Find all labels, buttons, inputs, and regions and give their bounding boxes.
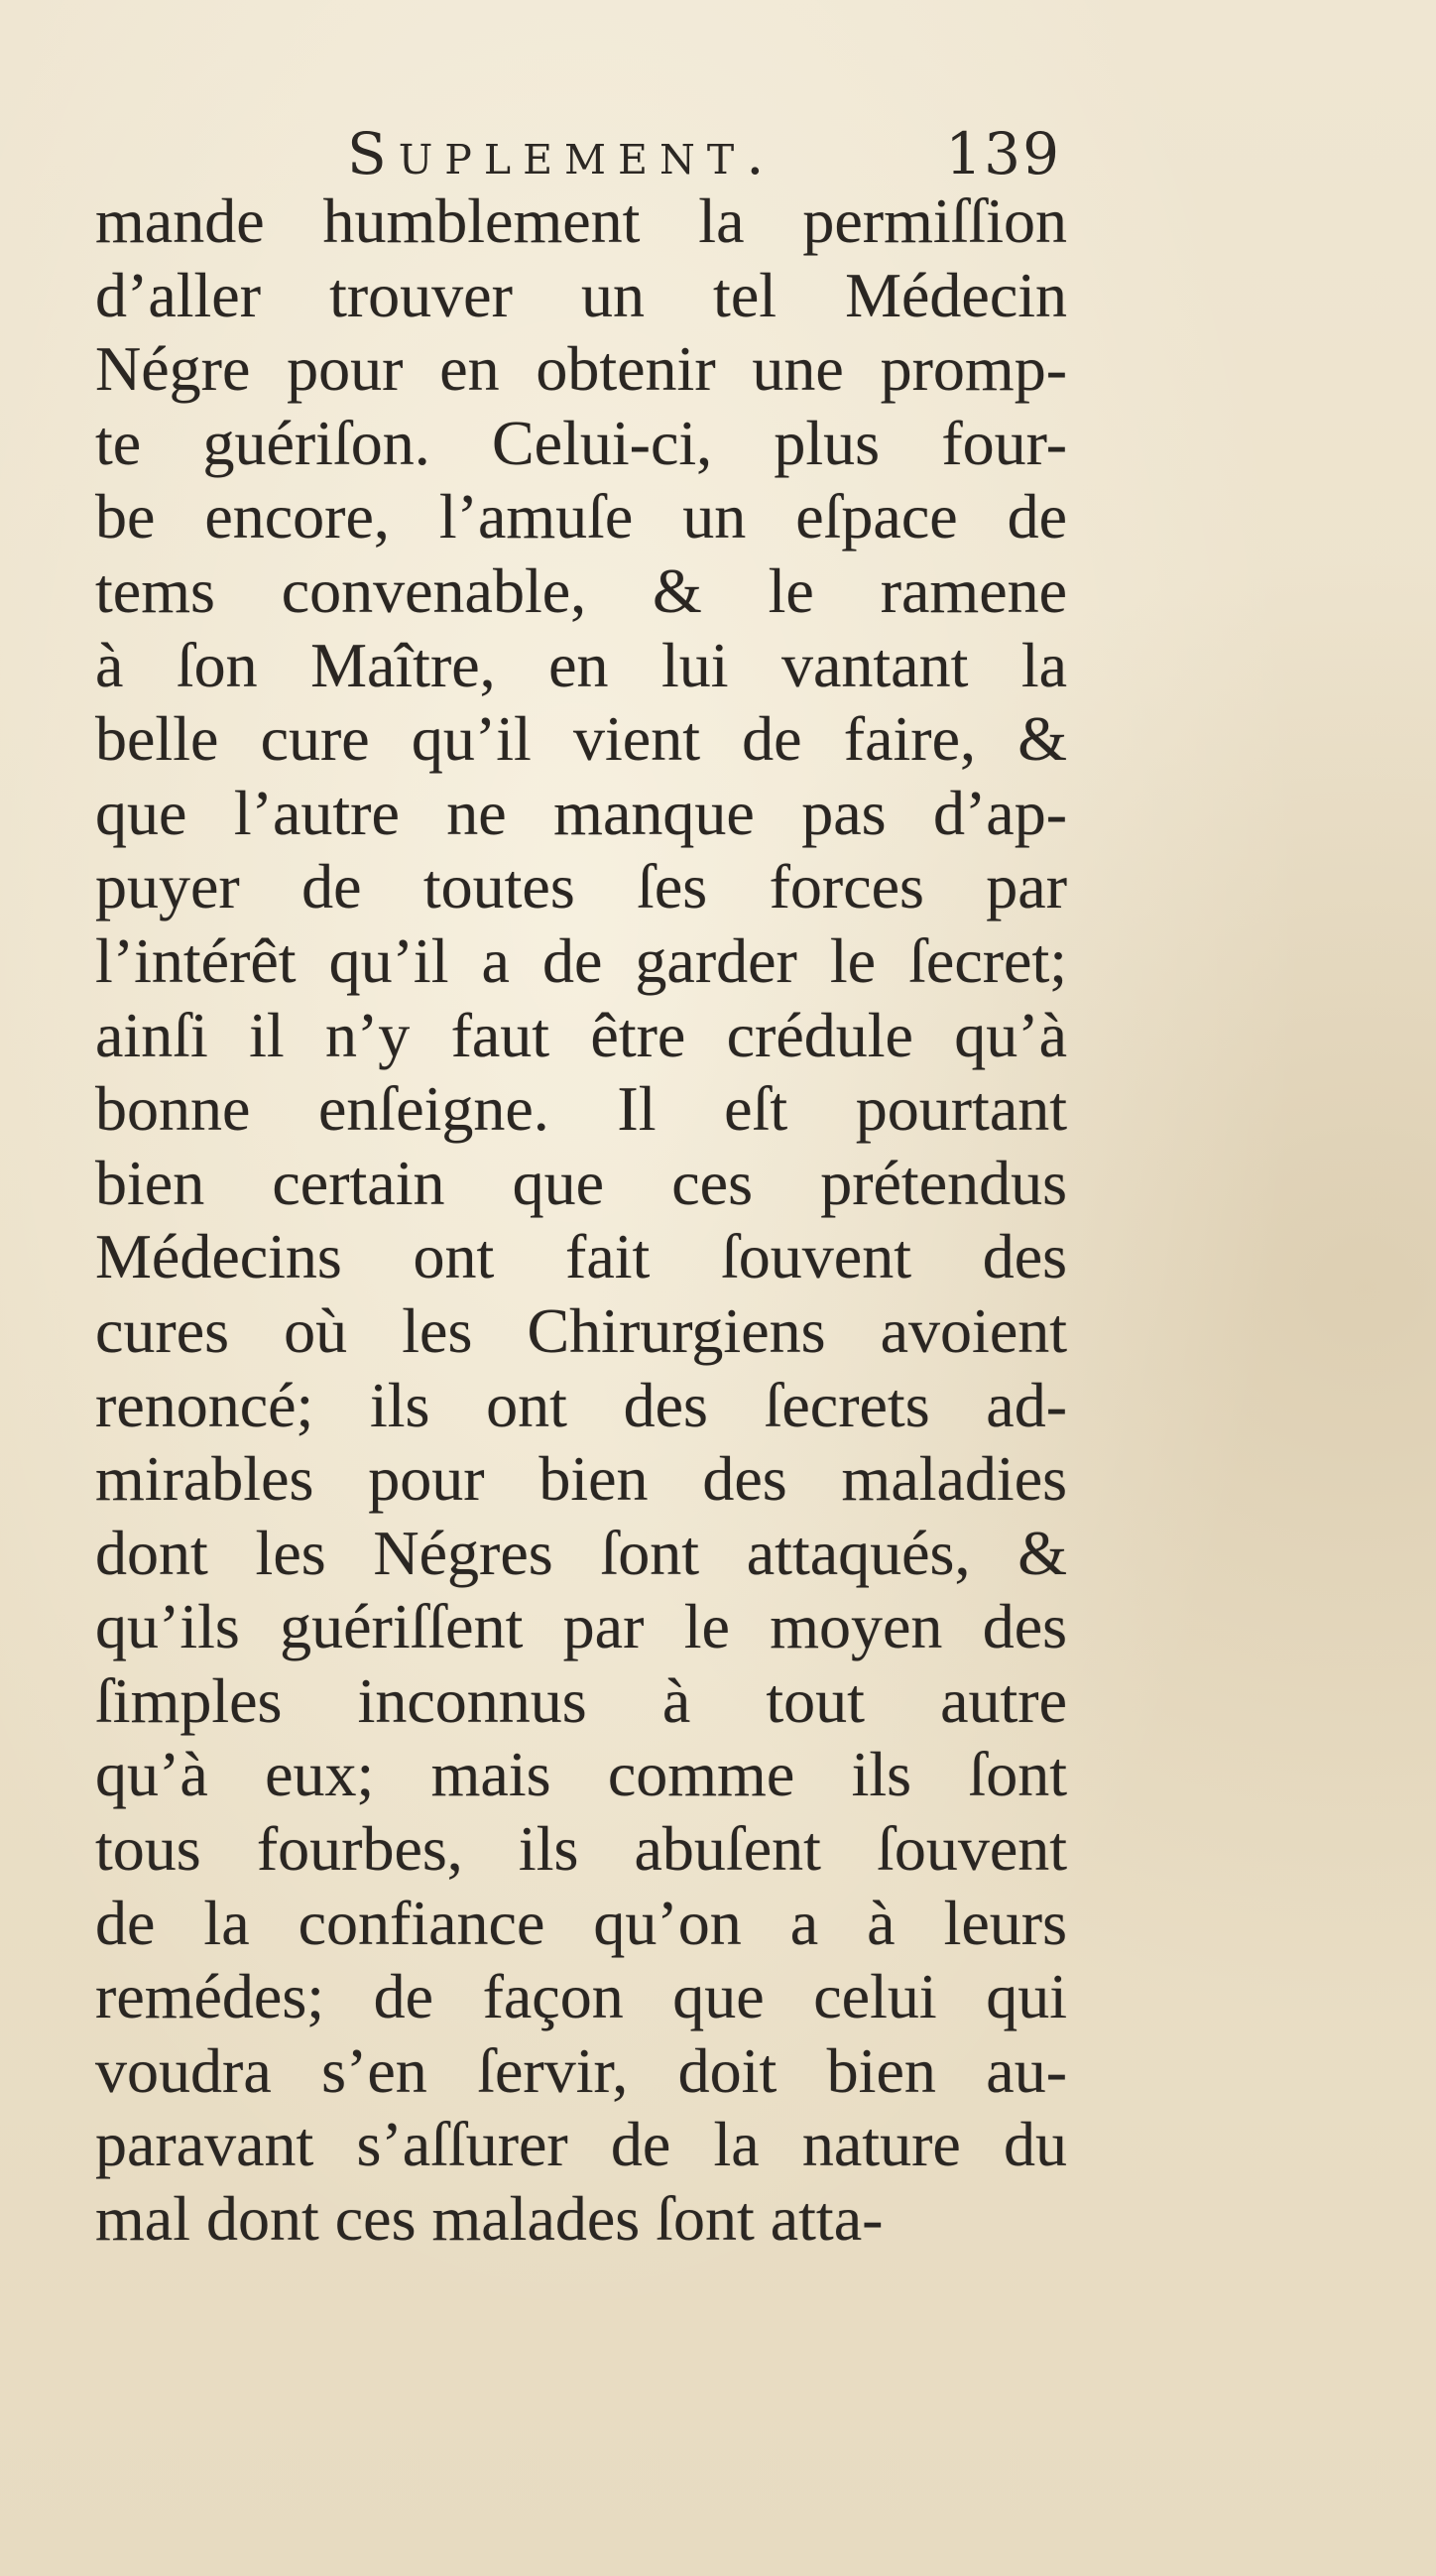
- text-line: remédes; de façon que celui qui: [95, 1961, 1067, 2032]
- text-line: be encore, l’amuſe un eſpace de: [95, 481, 1067, 552]
- text-line: que l’autre ne manque pas d’ap-: [95, 777, 1067, 848]
- text-line: à ſon Maître, en lui vantant la: [95, 629, 1067, 700]
- running-title: Suplement.: [347, 120, 777, 187]
- text-line: te guériſon. Celui-ci, plus four-: [95, 407, 1067, 478]
- text-line: qu’ils guériſſent par le moyen des: [95, 1591, 1067, 1662]
- body-text: [95, 184, 1067, 2257]
- text-line: ainſi il n’y faut être crédule qu’à: [95, 999, 1067, 1070]
- text-line: l’intérêt qu’il a de garder le ſecret;: [95, 924, 1067, 996]
- text-line: qu’à eux; mais comme ils ſont: [95, 1739, 1067, 1810]
- text-line: mande humblement la permiſſion: [95, 185, 1067, 256]
- text-line: voudra s’en ſervir, doit bien au-: [95, 2034, 1067, 2106]
- text-line: ſimples inconnus à tout autre: [95, 1664, 1067, 1736]
- text-line: cures où les Chirurgiens avoient: [95, 1294, 1067, 1366]
- text-line: Négre pour en obtenir une promp-: [95, 333, 1067, 405]
- text-line: belle cure qu’il vient de faire, &: [95, 703, 1067, 775]
- text-line: de la confiance qu’on a à leurs: [95, 1887, 1067, 1958]
- text-line: dont les Négres ſont attaqués, &: [95, 1517, 1067, 1588]
- text-line: mal dont ces malades ſont atta-: [95, 2183, 884, 2255]
- text-line: bonne enſeigne. Il eſt pourtant: [95, 1073, 1067, 1145]
- text-line: paravant s’aſſurer de la nature du: [95, 2109, 1067, 2180]
- text-line: tems convenable, & le ramene: [95, 554, 1067, 626]
- page-number: 139: [945, 120, 1061, 187]
- text-line: bien certain que ces prétendus: [95, 1147, 1067, 1218]
- text-line: Médecins ont fait ſouvent des: [95, 1221, 1067, 1292]
- text-line: tous fourbes, ils abuſent ſouvent: [95, 1813, 1067, 1885]
- text-line: renoncé; ils ont des ſecrets ad-: [95, 1369, 1067, 1440]
- text-line: d’aller trouver un tel Médecin: [95, 259, 1067, 330]
- running-head: [347, 119, 1061, 188]
- text-line: puyer de toutes ſes forces par: [95, 851, 1067, 922]
- text-line: mirables pour bien des maladies: [95, 1443, 1067, 1515]
